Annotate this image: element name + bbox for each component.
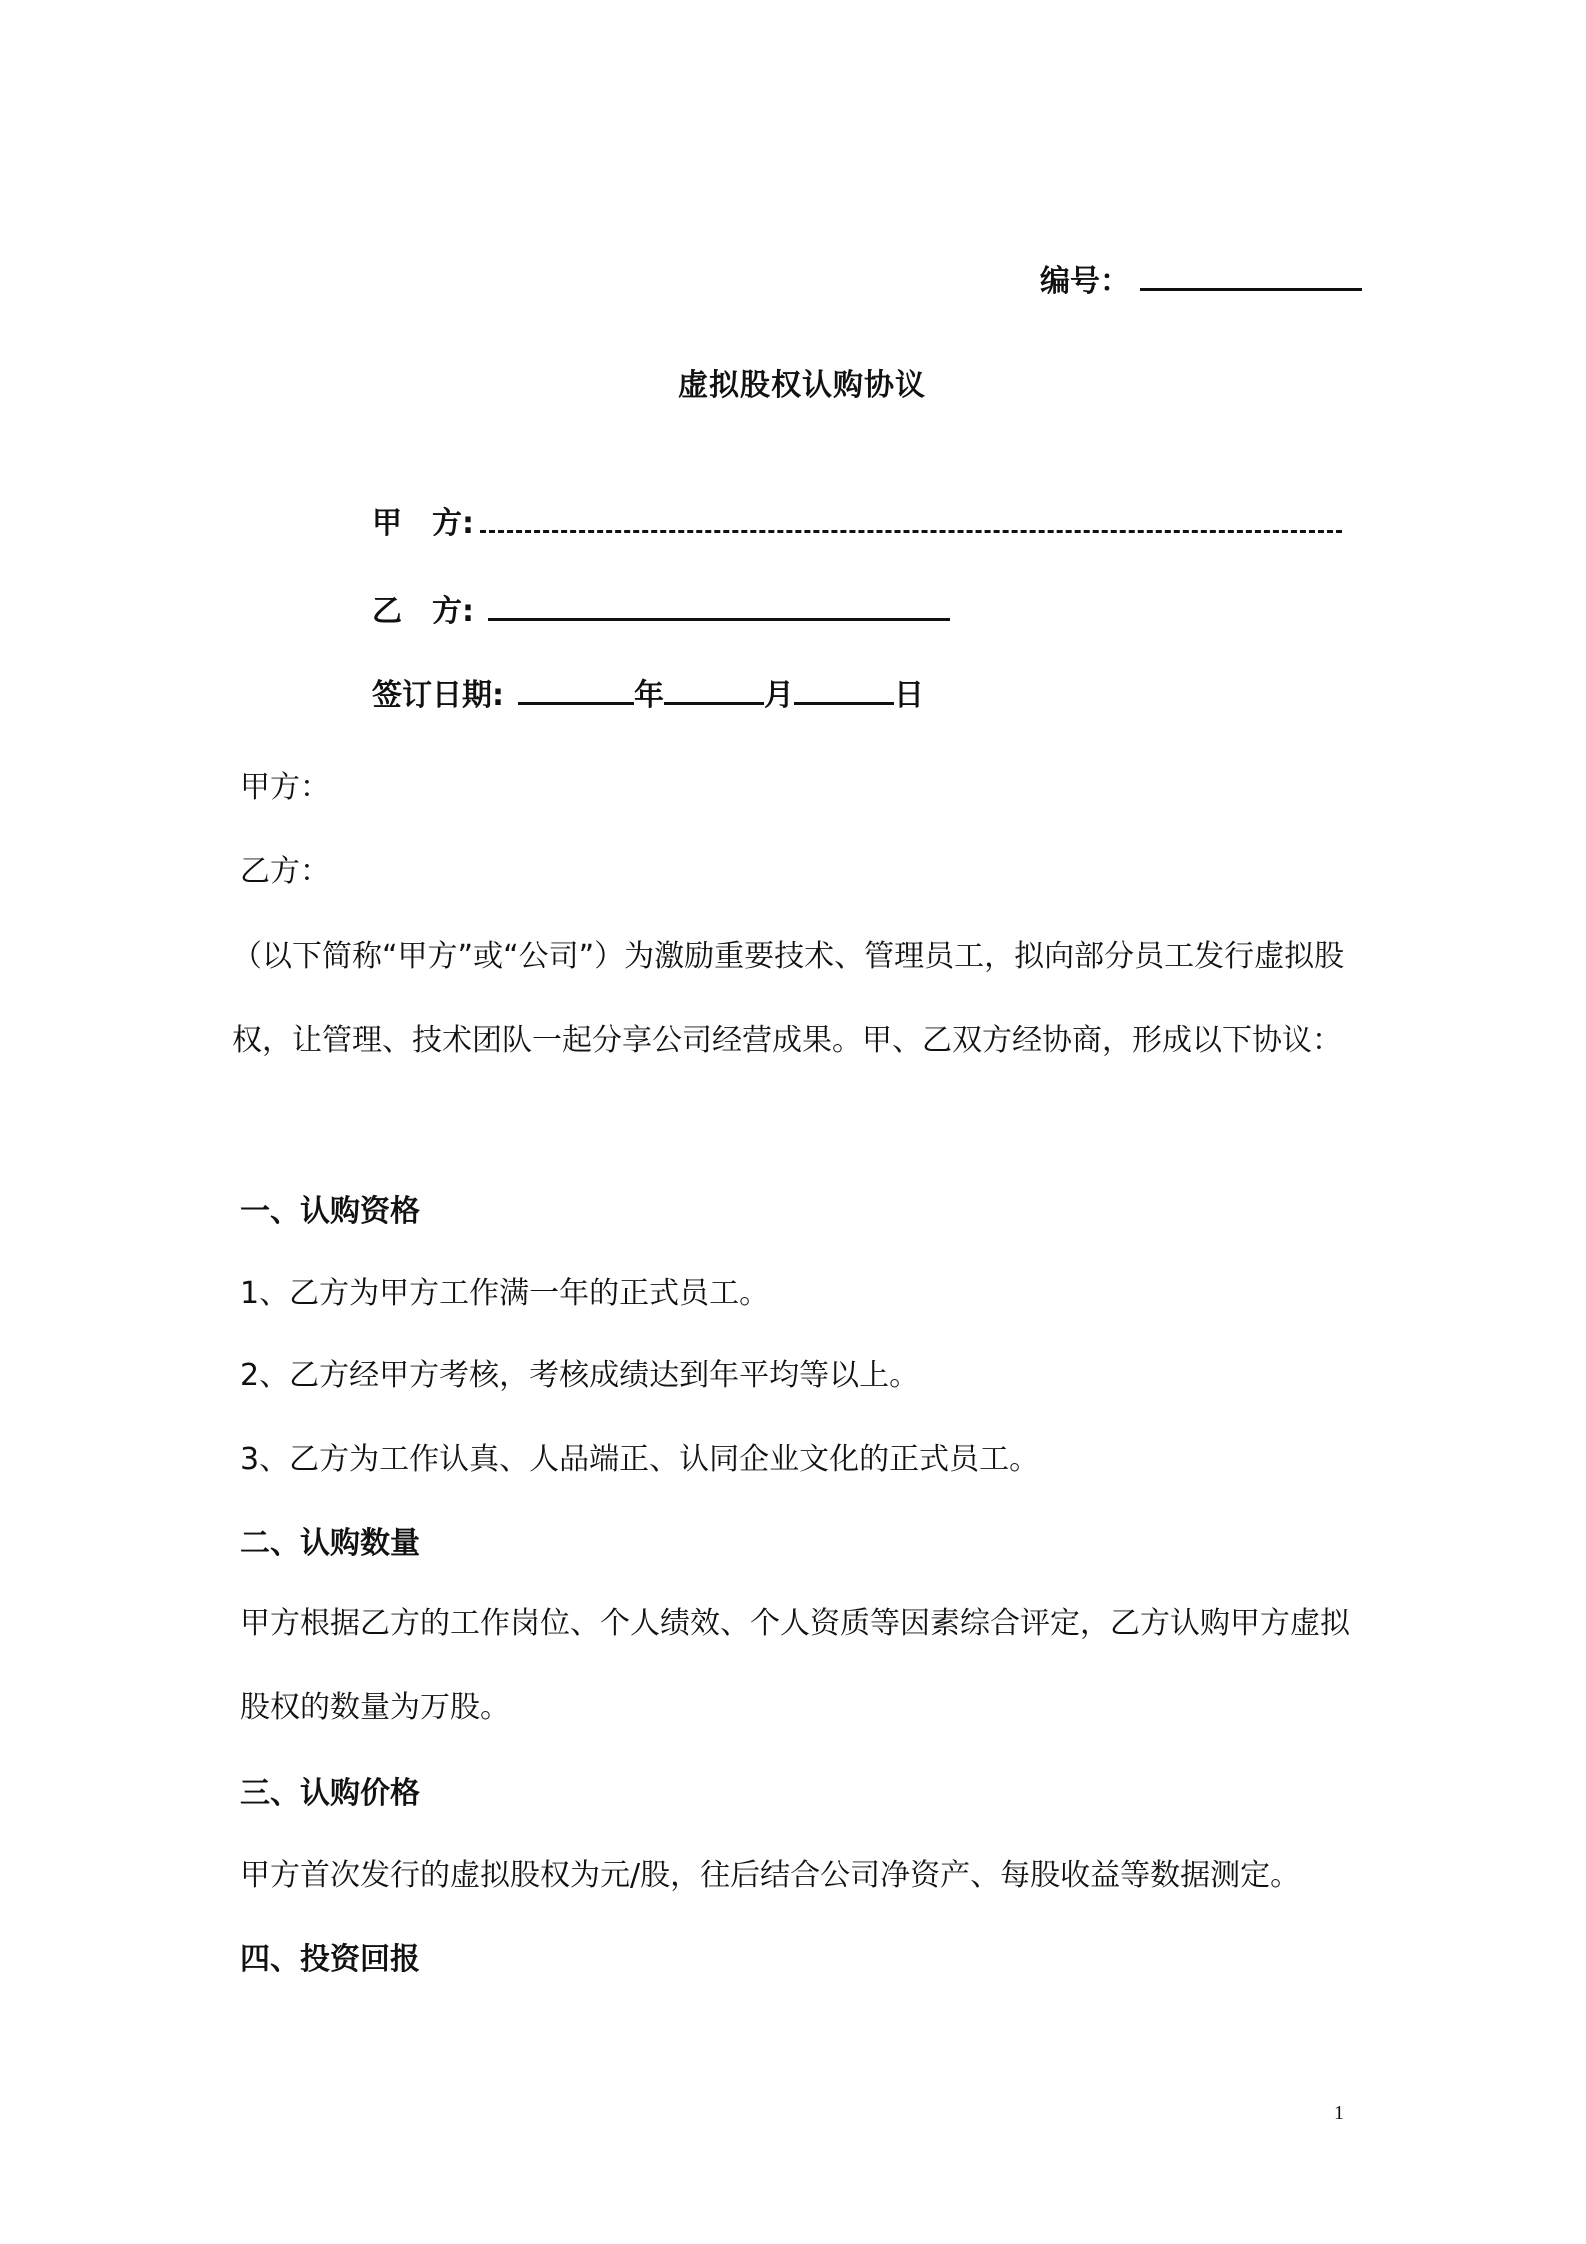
party-a-blank[interactable] [480, 500, 1342, 533]
section-1-item-2: 2、乙方经甲方考核，考核成绩达到年平均等以上。 [240, 1358, 920, 1393]
party-b-label: 乙 方: [372, 594, 474, 629]
serial-number-label: 编号： [1040, 264, 1130, 299]
sign-date-label: 签订日期: [372, 678, 504, 713]
year-unit: 年 [634, 678, 664, 713]
section-1-item-3: 3、乙方为工作认真、人品端正、认同企业文化的正式员工。 [240, 1442, 1040, 1477]
party-b-line: 乙方： [240, 854, 330, 889]
document-title: 虚拟股权认购协议 [678, 368, 926, 403]
sign-year-blank[interactable] [518, 672, 634, 705]
serial-number-blank[interactable] [1140, 258, 1362, 291]
party-b-field [372, 588, 950, 632]
sign-date-field [372, 672, 924, 716]
day-unit: 日 [894, 678, 924, 713]
intro-paragraph: （以下简称“甲方”或“公司”）为激励重要技术、管理员工，拟向部分员工发行虚拟股权，让管理、技术团队一起分享公司经营成果。甲、乙双方经协商，形成以下协议： [232, 939, 1345, 1058]
section-3-body: 甲方首次发行的虚拟股权为元/股，往后结合公司净资产、每股收益等数据测定。 [240, 1858, 1301, 1893]
section-2-body: 甲方根据乙方的工作岗位、个人绩效、个人资质等因素综合评定，乙方认购甲方虚拟股权的数量为万股。 [240, 1606, 1350, 1725]
party-a-line: 甲方： [240, 770, 330, 805]
month-unit: 月 [764, 678, 794, 713]
section-1-item-1: 1、乙方为甲方工作满一年的正式员工。 [240, 1276, 770, 1311]
section-1-heading: 一、认购资格 [240, 1194, 420, 1229]
section-3-heading: 三、认购价格 [240, 1776, 420, 1811]
page-number: 1 [1334, 2102, 1344, 2124]
sign-day-blank[interactable] [794, 672, 894, 705]
party-b-blank[interactable] [488, 588, 950, 621]
serial-number-field [1040, 258, 1362, 302]
party-a-label: 甲 方: [372, 506, 474, 541]
section-4-heading: 四、投资回报 [240, 1942, 420, 1977]
section-2-heading: 二、认购数量 [240, 1526, 420, 1561]
sign-month-blank[interactable] [664, 672, 764, 705]
party-a-field [372, 500, 1342, 544]
